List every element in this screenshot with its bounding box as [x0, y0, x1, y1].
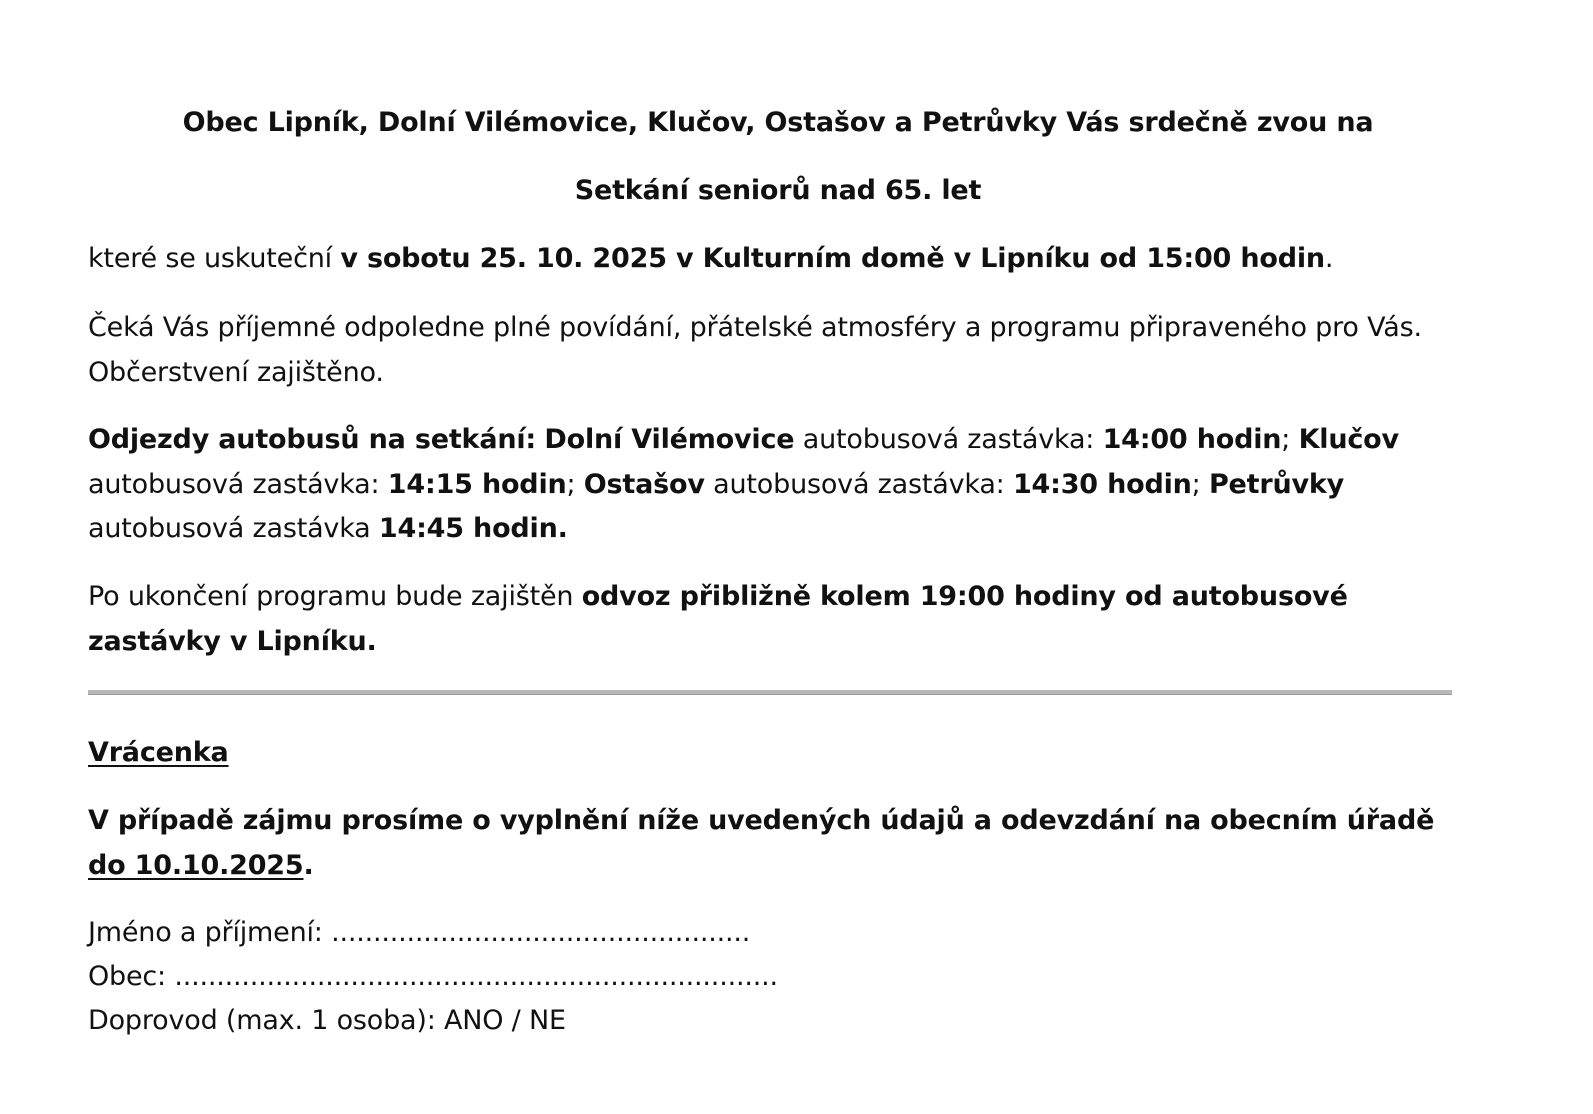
event-prefix: které se uskuteční: [88, 243, 341, 274]
form-request-end: .: [303, 849, 314, 881]
form-request-paragraph: [88, 799, 1438, 888]
bus-stop-place: Dolní Vilémovice: [544, 424, 795, 455]
form-deadline: do 10.10.2025: [88, 849, 304, 881]
bus-stop-separator: ;: [566, 468, 584, 500]
bus-stop-time: 14:00 hodin: [1102, 424, 1282, 455]
form-title: [88, 731, 1468, 776]
name-field-line: [88, 911, 1468, 956]
program-text: Čeká Vás příjemné odpoledne plné povídání, přátelské atmosféry a programu připraveného pro Vás. Občerstvení zajištěno.: [88, 312, 1422, 388]
bus-departures-title: Odjezdy autobusů na setkání:: [88, 424, 537, 455]
bus-departures-paragraph: [88, 418, 1428, 552]
bus-stop-desc: autobusová zastávka: [88, 513, 379, 544]
bus-stop-desc: autobusová zastávka:: [794, 424, 1103, 455]
form-request-text: V případě zájmu prosíme o vyplnění níže uvedených údajů a odevzdání na obecním úřadě: [88, 805, 1435, 836]
bus-stop-separator: ;: [1191, 468, 1209, 500]
bus-stop-separator: ;: [1281, 424, 1299, 455]
event-title: [88, 169, 1468, 214]
event-details-paragraph: [88, 237, 1468, 282]
event-suffix: .: [1324, 243, 1334, 274]
bus-stop-time: 14:15 hodin: [387, 468, 567, 500]
form-title-text: Vrácenka: [88, 737, 229, 768]
bus-stop-place: Petrůvky: [1208, 468, 1345, 500]
companion-field-text: Doprovod (max. 1 osoba): ANO / NE: [88, 1005, 566, 1036]
event-date-place: v sobotu 25. 10. 2025 v Kulturním domě v Lipníku od 15:00 hodin: [340, 243, 1325, 274]
village-field-line: [88, 955, 1468, 1000]
bus-stop-desc: autobusová zastávka:: [88, 468, 388, 500]
return-trip-paragraph: [88, 575, 1408, 664]
bus-stop-desc: autobusová zastávka:: [704, 468, 1013, 500]
bus-stop-place: Klučov: [1298, 424, 1399, 455]
bus-stop-place: Ostašov: [583, 468, 705, 500]
companion-field-line: [88, 999, 1468, 1044]
invitation-heading-text: Obec Lipník, Dolní Vilémovice, Klučov, Ostašov a Petrůvky Vás srdečně zvou na: [182, 107, 1374, 138]
return-trip-details: odvoz přibližně kolem 19:00 hodiny od autobusové zastávky v Lipníku.: [88, 581, 1348, 657]
village-field-text: Obec: ........................................................................: [88, 961, 778, 992]
bus-stop-time: 14:30 hodin: [1012, 468, 1192, 500]
invitation-heading: [88, 101, 1468, 146]
return-trip-prefix: Po ukončení programu bude zajištěn: [88, 581, 582, 612]
program-paragraph: [88, 306, 1428, 395]
bus-stop-time: 14:45 hodin.: [378, 513, 568, 544]
event-title-text: Setkání seniorů nad 65. let: [574, 175, 982, 206]
name-field-text: Jméno a příjmení: ..................................................: [88, 917, 751, 948]
section-divider: [88, 690, 1452, 695]
